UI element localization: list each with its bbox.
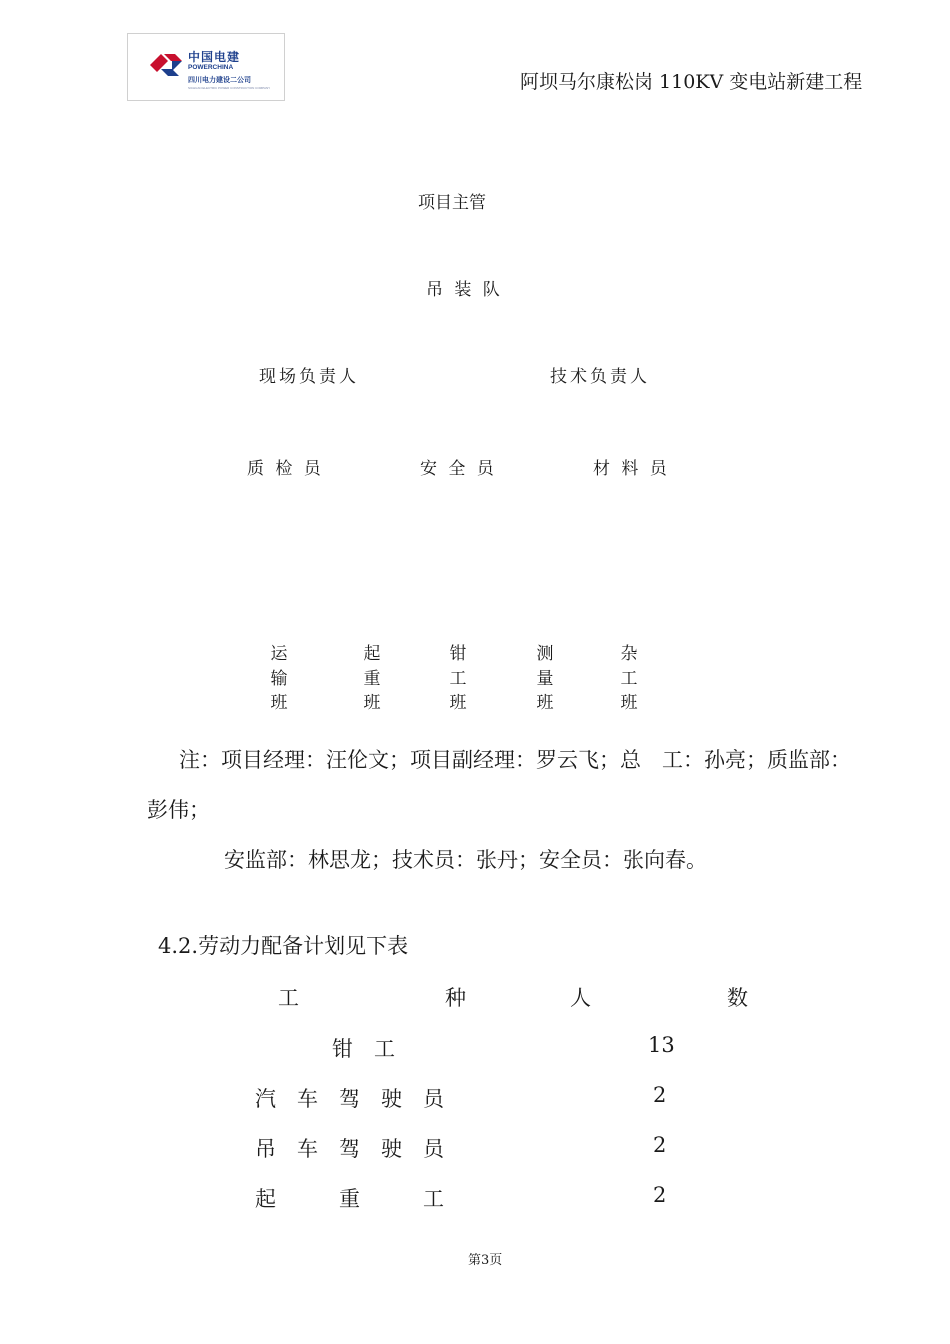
team-transport: 运 输 班 (270, 644, 288, 713)
team-rigging: 起 重 班 (363, 644, 381, 713)
table-row-type: 吊 车 驾 驶 员 (255, 1137, 444, 1161)
table-row-count: 13 (648, 1033, 675, 1057)
org-top-project-manager: 项目主管 (418, 193, 486, 213)
page-number: 第3页 (468, 1253, 503, 1268)
org-lifting-team: 吊 装 队 (426, 280, 503, 300)
logo-name-cn: 中国电建 (188, 50, 241, 64)
powerchina-logo-icon (148, 47, 184, 83)
team-survey: 测 量 班 (536, 644, 554, 713)
table-header-2: 种 (445, 986, 466, 1010)
table-row-type: 汽 车 驾 驶 员 (255, 1087, 444, 1111)
table-row-count: 2 (653, 1183, 667, 1207)
team-general-labor: 杂 工 班 (620, 644, 638, 713)
table-header-3: 人 (570, 986, 591, 1010)
org-safety-officer: 安 全 员 (420, 459, 497, 479)
logo-name-en: POWERCHINA (188, 64, 234, 71)
org-materials-officer: 材 料 员 (593, 459, 670, 479)
project-title: 阿坝马尔康松岗 110KV 变电站新建工程 (520, 71, 863, 93)
org-tech-lead: 技术负责人 (550, 367, 650, 387)
note-line-1: 注：项目经理：汪伦文；项目副经理：罗云飞；总 工：孙亮；质监部： (179, 748, 851, 772)
table-row-count: 2 (653, 1133, 667, 1157)
team-fitter: 钳 工 班 (449, 644, 467, 713)
table-header-1: 工 (278, 986, 299, 1010)
company-logo (127, 33, 285, 101)
table-header-4: 数 (727, 986, 748, 1010)
table-row-type: 起 重 工 (255, 1187, 444, 1211)
logo-subsidiary-en: SICHUAN ELECTRIC POWER CONSTRUCTION COMPANY (188, 86, 271, 90)
table-row-count: 2 (653, 1083, 667, 1107)
section-heading: 4.2.劳动力配备计划见下表 (158, 934, 409, 958)
table-row-type: 钳 工 (332, 1037, 395, 1061)
note-line-2: 彭伟； (147, 798, 210, 822)
note-line-3: 安监部：林思龙；技术员：张丹；安全员：张向春。 (224, 848, 707, 872)
logo-subsidiary: 四川电力建设二公司 (188, 76, 251, 84)
org-site-lead: 现场负责人 (259, 367, 359, 387)
org-quality-inspector: 质 检 员 (247, 459, 324, 479)
